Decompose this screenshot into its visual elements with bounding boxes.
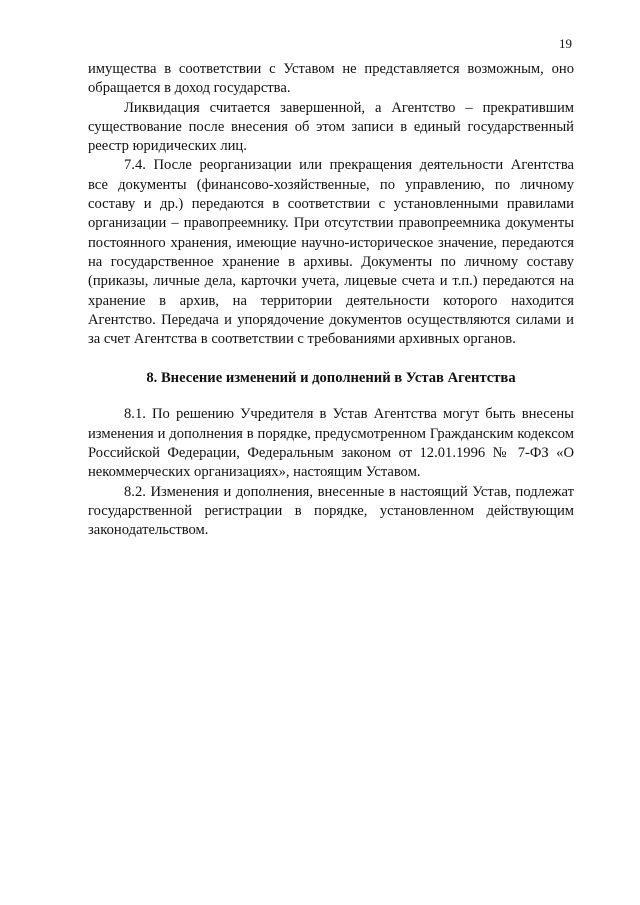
document-body <box>88 60 574 541</box>
section-8-heading: 8. Внесение изменений и дополнений в Устав Агентства <box>146 370 516 387</box>
paragraph-7-4-documents: 7.4. После реорганизации или прекращения деятельности Агентства все документы (финансово-хозяйственные, по управлению, по личному составу и др.) передаются в соответствии с установленными правилами организации – правопреемнику. При отсутствии правопреемника документы постоянного хранения, имеющие научно-историческое значение, передаются на государственное хранение в архивы. Документы по личному составу (приказы, личные дела, карточки учета, лицевые счета и т.п.) передаются на хранение в архив, на территории деятельности которого находится Агентство. Передача и упорядочение документов осуществляются силами и за счет Агентства в соответствии с требованиями архивных органов. <box>88 157 574 348</box>
paragraph-property-to-state: имущества в соответствии с Уставом не представляется возможным, оно обращается в доход государства. <box>88 61 574 97</box>
paragraph-liquidation-complete: Ликвидация считается завершенной, а Агентство – прекратившим существование после внесения об этом записи в единый государственный реестр юридических лиц. <box>88 99 574 155</box>
page-number: 19 <box>559 36 572 51</box>
paragraph-8-2: 8.2. Изменения и дополнения, внесенные в настоящий Устав, подлежат государственной регистрации в порядке, установленном действующим законодательством. <box>88 483 574 539</box>
paragraph-8-1: 8.1. По решению Учредителя в Устав Агентства могут быть внесены изменения и дополнения в порядке, предусмотренном Гражданским кодексом Российской Федерации, Федеральным законом от 12.01.1996 № 7-ФЗ «О некоммерческих организациях», настоящим Уставом. <box>88 406 574 481</box>
